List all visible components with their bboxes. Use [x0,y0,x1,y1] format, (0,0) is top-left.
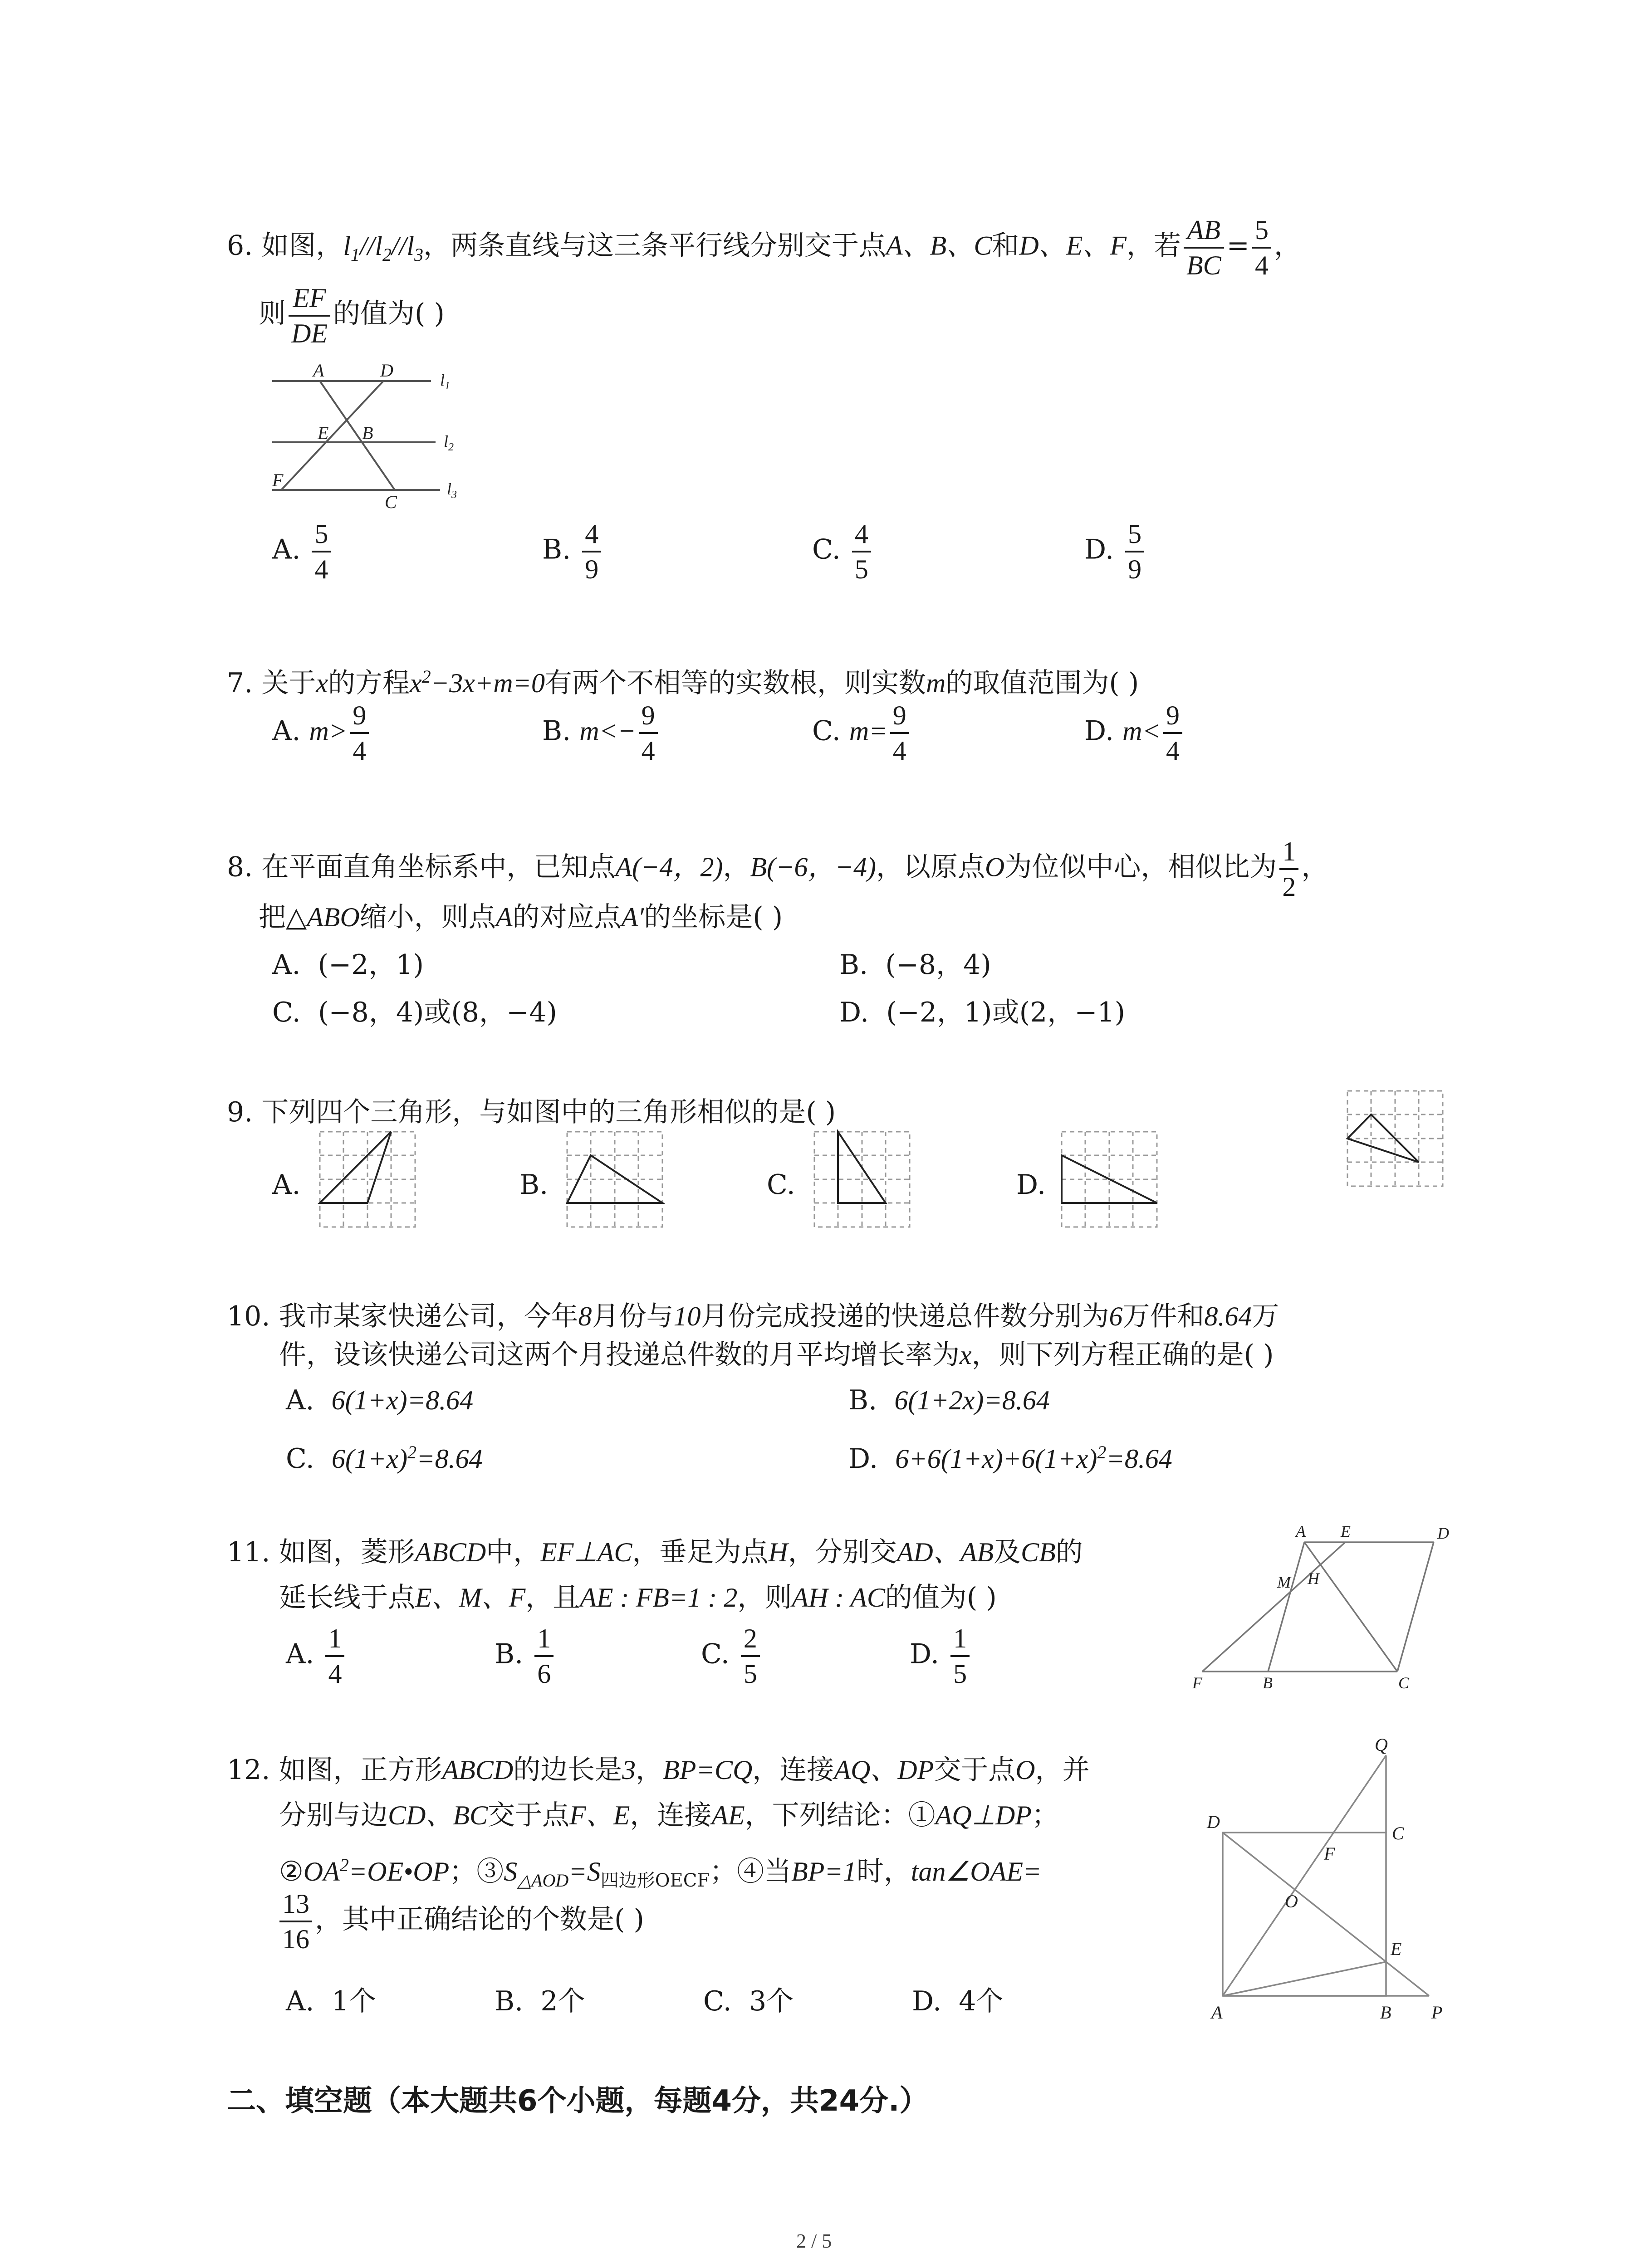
q6-figure [263,358,476,513]
q11-option-d[interactable]: D. $\frac{1}{5}$ [910,1622,972,1691]
q11-option-b[interactable]: B. $\frac{1}{6}$ [495,1622,556,1691]
q10-option-d[interactable]: D. $6+6(1+x)+6(1+x)^2=8.64$ [848,1442,1172,1475]
svg-text:C: C [1398,1674,1410,1692]
svg-text:B: B [1263,1674,1273,1692]
section-title: 二、填空题（本大题共6个小题，每题4分，共24分.） [227,2084,929,2118]
q10-line1: 10. 我市某家快递公司，今年8月份与10月份完成投递的快递总件数分别为6万件和8.64万 [227,1300,1279,1332]
q9-option-c-figure[interactable] [812,1129,912,1229]
page-number: 2 / 5 [796,2230,832,2252]
q9-reference-figure [1345,1089,1445,1188]
q6-ask-fraction: $\frac{EF}{DE}$ [289,281,330,350]
q11-line2: 延长线于点E、M、F，且AE : FB=1 : 2，则AH : AC的值为( ) [279,1582,997,1613]
q8-option-c[interactable]: C. (−8，4)或(8，−4) [272,997,557,1028]
q12-option-d[interactable]: D. 4个 [912,1985,1004,2017]
svg-text:A: A [1296,1524,1306,1540]
q12-line3: $②OA^2=OE•OP$；$③S_{\triangle AOD}=S_{四边形OECF}$；④当BP=1时，tan∠OAE= [279,1855,1042,1891]
q7-option-b[interactable]: B. m<− $\frac{9}{4}$ [542,699,661,767]
q8-option-d[interactable]: D. (−2，1)或(2，−1) [839,997,1126,1028]
q12-option-c[interactable]: C. 3个 [703,1985,794,2017]
q9-option-a-label[interactable]: A. [272,1169,301,1201]
q12-option-b[interactable]: B. 2个 [495,1985,585,2017]
q6-option-d[interactable]: D. $\frac{5}{9}$ [1084,517,1147,586]
svg-text:P: P [1431,2002,1443,2023]
q9-option-d-label[interactable]: D. [1016,1169,1046,1201]
q9-option-b-figure[interactable] [565,1129,665,1229]
q11-line1: 11. 如图，菱形ABCD中，EF⊥AC，垂足为点H，分别交AD、AB及CB的 [227,1536,1083,1568]
svg-text:F: F [1324,1843,1335,1864]
svg-text:B: B [1380,2002,1391,2023]
svg-text:B: B [362,423,373,443]
svg-text:C: C [1392,1823,1404,1843]
svg-text:E: E [1391,1939,1402,1959]
q9-option-d-figure[interactable] [1059,1129,1159,1229]
q12-option-a[interactable]: A. 1个 [286,1985,376,2017]
q8-line2: 把△ABO缩小，则点A的对应点A′的坐标是( ) [259,901,783,933]
q9-option-b-label[interactable]: B. [519,1169,549,1201]
svg-text:M: M [1277,1573,1291,1591]
q12-line1: 12. 如图，正方形ABCD的边长是3，BP=CQ，连接AQ、DP交于点O，并 [227,1754,1090,1786]
q7-option-a[interactable]: A. m> $\frac{9}{4}$ [272,699,372,767]
svg-text:l3: $l_3$ [447,480,457,501]
q7-option-c[interactable]: C. m= $\frac{9}{4}$ [812,699,912,767]
q6-ratio-fraction: $\frac{AB}{BC}$ [1184,213,1224,282]
q11-option-c[interactable]: C. $\frac{2}{5}$ [701,1622,763,1691]
q6-line1: 6. 如图，$l_1//l_2//l_3$，两条直线与这三条平行线分别交于点A、B、C和D、E、F，若 $\frac{AB}{BC}$ = $\frac{5}{4}$ ， [227,213,1301,282]
q11-figure [1189,1524,1461,1696]
svg-text:F: F [1192,1674,1202,1692]
q7-stem: 7. 关于x的方程$x^2-3x+m=0$有两个不相等的实数根，则实数m的取值范围为( ) [227,666,1139,699]
svg-text:A: A [1211,2002,1223,2023]
svg-text:l2: $l_2$ [444,432,454,453]
svg-text:E: E [318,423,329,443]
q6-option-a[interactable]: A. $\frac{5}{4}$ [272,517,333,586]
q11-option-a[interactable]: A. $\frac{1}{4}$ [286,1622,347,1691]
q6-line2: 则 $\frac{EF}{DE}$ 的值为( ) [259,281,445,350]
svg-text:D: D [1207,1812,1220,1832]
svg-text:E: E [1341,1524,1351,1540]
svg-text:D: D [380,360,393,381]
svg-text:D: D [1437,1524,1449,1542]
q8-option-a[interactable]: A. (−2，1) [272,949,424,981]
q8-line1: 8. 在平面直角坐标系中，已知点A(−4，2)，B(−6，−4)，以原点O为位似中心，相似比为 $\frac{1}{2}$ ， [227,835,1328,904]
svg-text:C: C [385,492,397,512]
q12-figure [1202,1737,1456,2028]
q7-option-d[interactable]: D. m< $\frac{9}{4}$ [1084,699,1185,767]
line-AC [320,381,395,490]
svg-text:O: O [1285,1891,1298,1911]
svg-text:Q: Q [1375,1737,1388,1755]
svg-text:F: F [272,470,284,490]
q8-option-b[interactable]: B. (−8，4) [839,949,991,981]
q9-option-a-figure[interactable] [318,1129,417,1229]
q6-option-b[interactable]: B. $\frac{4}{9}$ [542,517,604,586]
q6-option-c[interactable]: C. $\frac{4}{5}$ [812,517,874,586]
q12-line2: 分别与边CD、BC交于点F、E，连接AE，下列结论：①AQ⊥DP； [279,1799,1059,1831]
svg-text:l1: $l_1$ [440,371,451,392]
q10-option-a[interactable]: A. 6(1+x)=8.64 [286,1384,474,1416]
svg-text:H: H [1308,1569,1319,1588]
q6-value-fraction: $\frac{5}{4}$ [1252,213,1271,282]
q10-option-c[interactable]: C. $6(1+x)^2=8.64$ [286,1442,483,1475]
q9-option-c-label[interactable]: C. [767,1169,795,1201]
q9-stem: 9. 下列四个三角形，与如图中的三角形相似的是( ) [227,1096,836,1128]
q10-option-b[interactable]: B. 6(1+2x)=8.64 [848,1384,1050,1416]
q10-line2: 件，设该快递公司这两个月投递总件数的月平均增长率为x，则下列方程正确的是( ) [279,1339,1274,1371]
svg-text:A: A [313,360,324,381]
q12-line4: $\frac{13}{16}$ ，其中正确结论的个数是( ) [277,1887,644,1956]
